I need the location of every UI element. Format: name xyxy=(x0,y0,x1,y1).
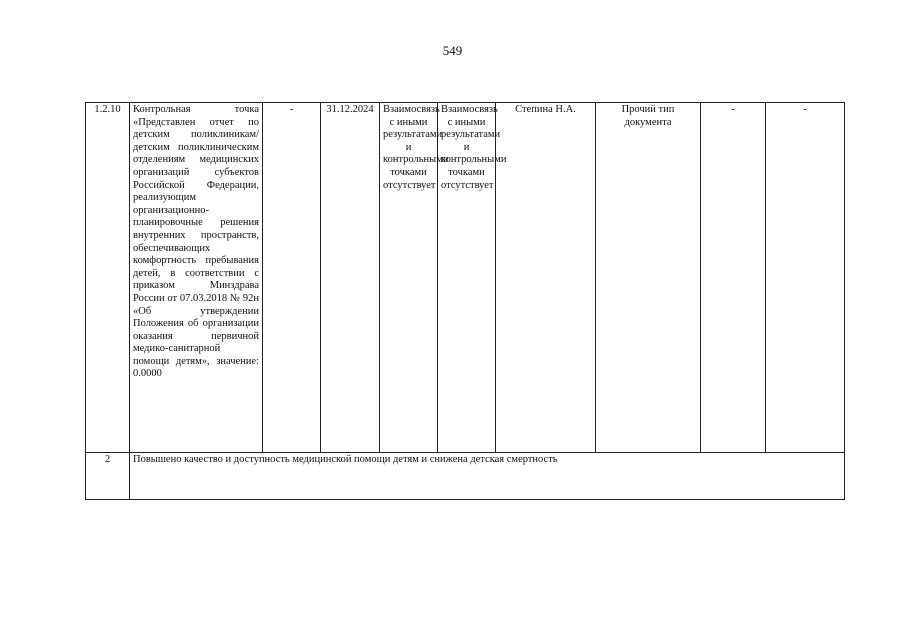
table-row xyxy=(86,453,845,500)
responsible-cell: Степина Н.А. xyxy=(496,103,596,453)
relation-cell-1: Взаимосвязь с иными результатами и контрольными точками отсутствует xyxy=(380,103,438,453)
control-point-description: Контрольная точка «Представлен отчет по детским поликлиникам/ детским поликлиническим отделениям медицинских организаций субъектов Российской Федерации, реализующим организационно-планировочные решения внутренних пространств, обеспечивающих комфортность пребывания детей, в соответствии с приказом Минздрава России от 07.03.2018 № 92н «Об утверждении Положения об организации оказания первичной медико-санитарной помощи детям», значение: 0.0000 xyxy=(130,103,263,453)
plan-table xyxy=(85,102,845,500)
relation-cell-2: Взаимосвязь с иными результатами и контрольными точками отсутствует xyxy=(438,103,496,453)
column-9-cell: - xyxy=(701,103,766,453)
row-number: 1.2.10 xyxy=(86,103,130,453)
section-number: 2 xyxy=(86,453,130,500)
section-title: Повышено качество и доступность медицинской помощи детям и снижена детская смертность xyxy=(130,453,845,500)
document-type-cell: Прочий тип документа xyxy=(596,103,701,453)
start-date-cell: - xyxy=(263,103,321,453)
end-date-cell: 31.12.2024 xyxy=(321,103,380,453)
table-row xyxy=(86,103,845,453)
page-number: 549 xyxy=(442,43,463,58)
column-10-cell: - xyxy=(766,103,845,453)
